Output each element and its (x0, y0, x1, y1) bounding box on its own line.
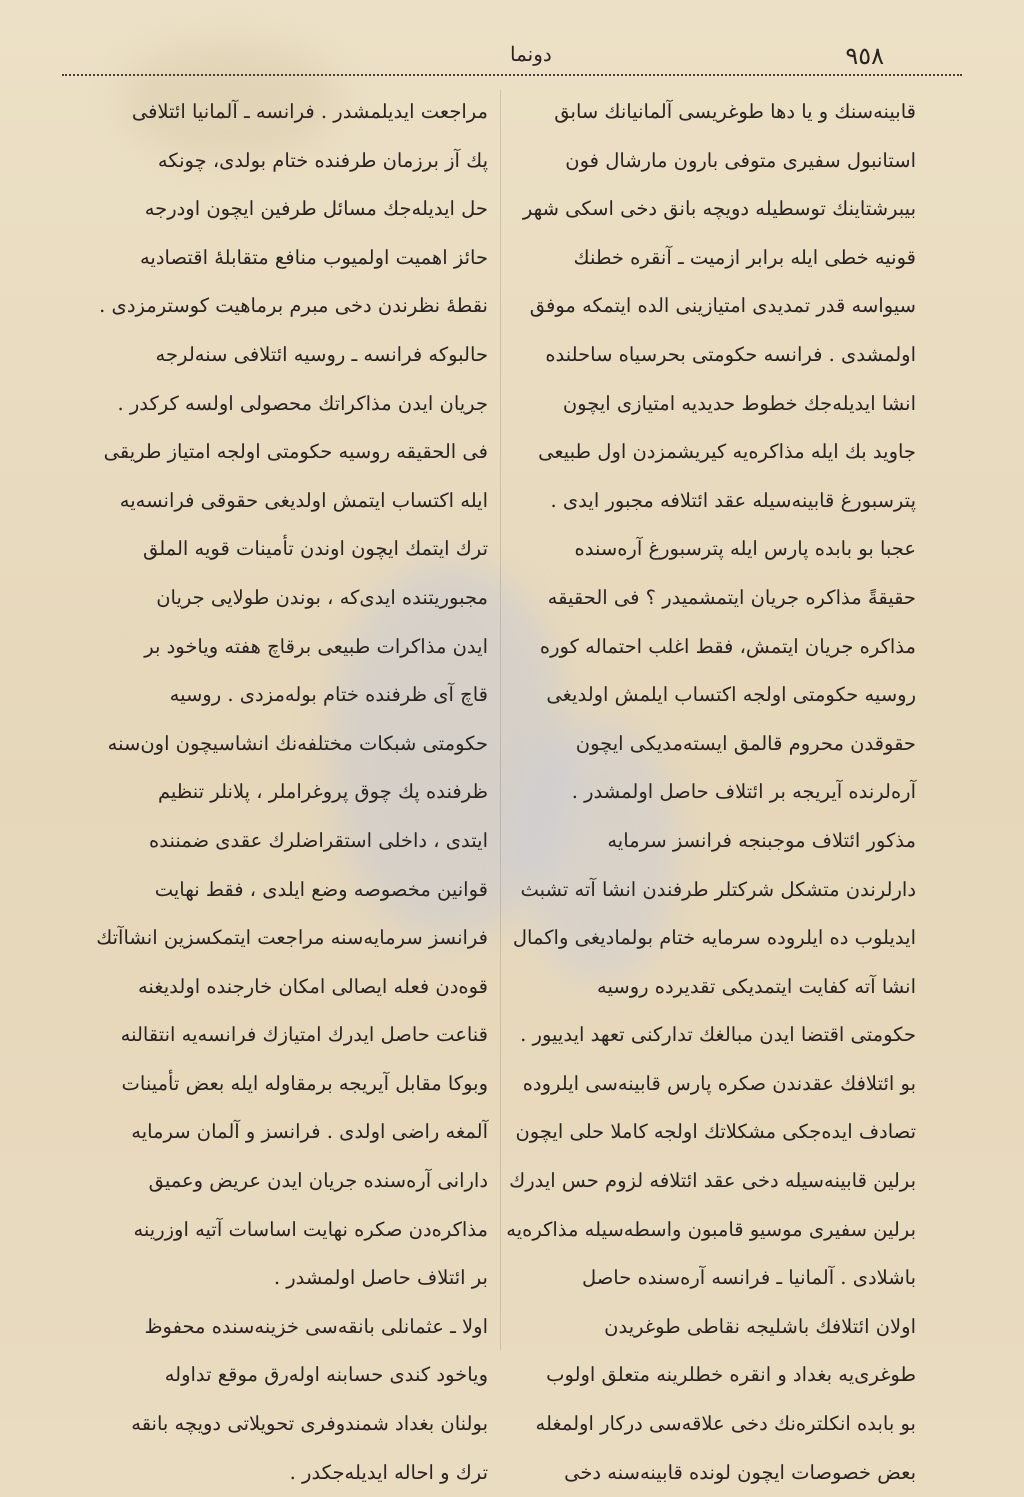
text-line: وبوکا مقابل آیریجه برمقاوله ایله بعض تأمینات (121, 1071, 488, 1095)
text-line: آره‌لرنده آیریجه بر ائتلاف حاصل اولمشدر . (571, 780, 916, 804)
text-line: ترك ایتمك ایچون اوندن تأمینات قویه الملق (142, 537, 488, 561)
text-line: قونیه خطی ایله برابر ازمیت ـ آنقره خطنك (573, 245, 916, 269)
text-line: ایدن مذاکرات طبیعی برقاچ هفته ویاخود بر (144, 634, 488, 658)
text-line: ایدیلوب ده ایلروده سرمایه ختام بولمادیغی واکمال (512, 926, 916, 950)
text-line: بر ائتلاف حاصل اولمشدر . (273, 1266, 488, 1290)
text-line: دارلرندن متشکل شرکتلر طرفندن انشا آته تشبث (520, 877, 916, 901)
text-line: پك آز برزمان طرفنده ختام بولدی، چونکه (157, 148, 488, 172)
text-line: نقطهٔ نظرندن دخی مبرم برماهیت کوسترمزدی . (99, 294, 488, 318)
text-line: بو بابده انکلتره‌نك دخی علاقه‌سی درکار اولمغله (535, 1412, 916, 1436)
text-line: اولمشدی . فرانسه حکومتی بحرسیاه ساحلنده (545, 342, 916, 366)
text-line: حائز اهمیت اولمیوب منافع متقابلهٔ اقتصادیه (139, 245, 488, 269)
text-line: استانبول سفیری متوفی بارون مارشال فون (565, 148, 916, 172)
text-line: اولا ـ عثمانلی بانقه‌سی خزینه‌سنده محفوظ (144, 1314, 488, 1338)
text-line: فرانسز سرمایه‌سنه مراجعت ایتمکسزین انشاآتك (96, 926, 488, 950)
text-line: ویاخود کندی حسابنه اوله‌رق موقع تداوله (164, 1363, 488, 1387)
text-line: مذاکره جریان ایتمش، فقط اغلب احتماله کوره (539, 634, 916, 658)
text-line: بو ائتلافك عقدندن صکره پارس قابینه‌سی ایلروده (522, 1071, 916, 1095)
column-divider (500, 90, 501, 1350)
text-line: قوه‌دن فعله ایصالی امکان خارجنده اولدیغنه (137, 974, 488, 998)
text-line: باشلادی . آلمانیا ـ فرانسه آره‌سنده حاصل (581, 1266, 916, 1290)
text-line: برلین سفیری موسیو قامبون واسطه‌سیله مذاکره‌یه (506, 1217, 916, 1241)
text-line: فی الحقیقه روسیه حکومتی اولجه امتیاز طریقی (103, 440, 488, 464)
text-line: حقوقدن محروم قالمق ایسته‌مدیکی ایچون (575, 731, 916, 755)
text-line: آلمغه راضی اولدی . فرانسز و آلمان سرمایه‌ (131, 1120, 488, 1144)
text-line: قابینه‌سنك و یا دها طوغریسی آلمانیانك سابق (554, 100, 916, 123)
text-line: حکومتی شبکات مختلفه‌نك انشاسیچون اون‌سنه (107, 731, 488, 755)
text-line: ایتدی ، داخلی استقراضلرك عقدی ضمننده (149, 828, 488, 852)
text-line: پترسبورغ قابینه‌سیله عقد ائتلافه مجبور ایدی . (550, 488, 916, 512)
text-line: حقیقةً مذاکره جریان ایتمشمیدر ؟ فی الحقیقه (547, 585, 916, 609)
text-line: تصادف ایده‌جکی مشکلاتك اولجه کاملا حلی ایچون (515, 1120, 916, 1144)
text-line: جاوید بك ایله مذاکره‌یه کیریشمزدن اول طبیعی (538, 440, 916, 464)
text-line: ایله اکتساب ایتمش اولدیغی حقوقی فرانسه‌یه (119, 488, 488, 512)
text-line: روسیه حکومتی اولجه اکتساب ایلمش اولدیغی (546, 683, 916, 707)
left-column (58, 88, 488, 1484)
text-line: مذاکره‌دن صکره نهایت اساسات آتیه اوزرینه (133, 1217, 488, 1241)
page-header (60, 38, 964, 78)
page-number: ٩٥٨ (845, 42, 884, 70)
text-line: قناعت حاصل ایدرك امتیازك فرانسه‌یه انتقالنه (120, 1023, 488, 1047)
text-line: قاچ آی ظرفنده ختام بوله‌مزدی . روسیه (169, 683, 488, 707)
text-line: طوغری‌یه بغداد و انقره خطلرینه متعلق اولوب (546, 1363, 916, 1387)
text-line: برلین قابینه‌سیله دخی عقد ائتلافه لزوم حس ایدرك (509, 1169, 916, 1193)
text-line: انشا ایدیله‌جك خطوط حدیدیه امتیازی ایچون (562, 391, 916, 415)
header-rule (62, 74, 962, 76)
text-line: قوانین مخصوصه وضع ایلدی ، فقط نهایت (154, 877, 488, 901)
text-line: حکومتی اقتضا ایدن مبالغك تدارکنی تعهد ایدییور . (520, 1023, 916, 1047)
text-line: ظرفنده پك چوق پروغراملر ، پلانلر تنظیم (157, 780, 488, 804)
text-line: حل ایدیله‌جك مسائل طرفین ایچون اودرجه (144, 197, 488, 221)
running-title: دونما (510, 42, 552, 66)
text-line: سیواسه قدر تمدیدی امتیازینی الده ایتمكه موفق (529, 294, 916, 318)
text-line: بولنان بغداد شمندوفری تحویلاتی دویچه بانقه (131, 1412, 488, 1436)
text-line: بیبرشتاینك توسطیله دویچه بانق دخی اسکی شهر (522, 197, 916, 221)
text-line: بعض خصوصات ایچون لونده قابینه‌سنه دخی (564, 1460, 916, 1484)
text-line: اولان ائتلافك باشلیجه نقاطی طوغریدن (604, 1314, 916, 1338)
text-line: مجبوریتنده ایدی‌که ، بوندن طولایی جریان (156, 585, 488, 609)
text-line: عجبا بو بابده پارس ایله پترسبورغ آره‌سنده (574, 537, 916, 561)
text-line: حالبوکه فرانسه ـ روسیه ائتلافی سنه‌لرجه (155, 342, 488, 366)
text-line: ترك و احاله ایدیله‌جکدر . (289, 1460, 488, 1484)
text-line: انشا آته کفایت ایتمدیکی تقدیرده روسیه (597, 974, 916, 998)
text-line: دارانی آره‌سنده جریان ایدن عریض وعمیق (148, 1169, 488, 1193)
text-line: مذکور ائتلاف موجبنجه فرانسز سرمایه‌ (607, 828, 916, 852)
text-line: جریان ایدن مذاکراتك محصولی اولسه کرکدر . (117, 391, 488, 415)
right-column (506, 88, 916, 1484)
text-line: مراجعت ایدیلمشدر . فرانسه ـ آلمانیا ائتلافی (131, 100, 488, 123)
